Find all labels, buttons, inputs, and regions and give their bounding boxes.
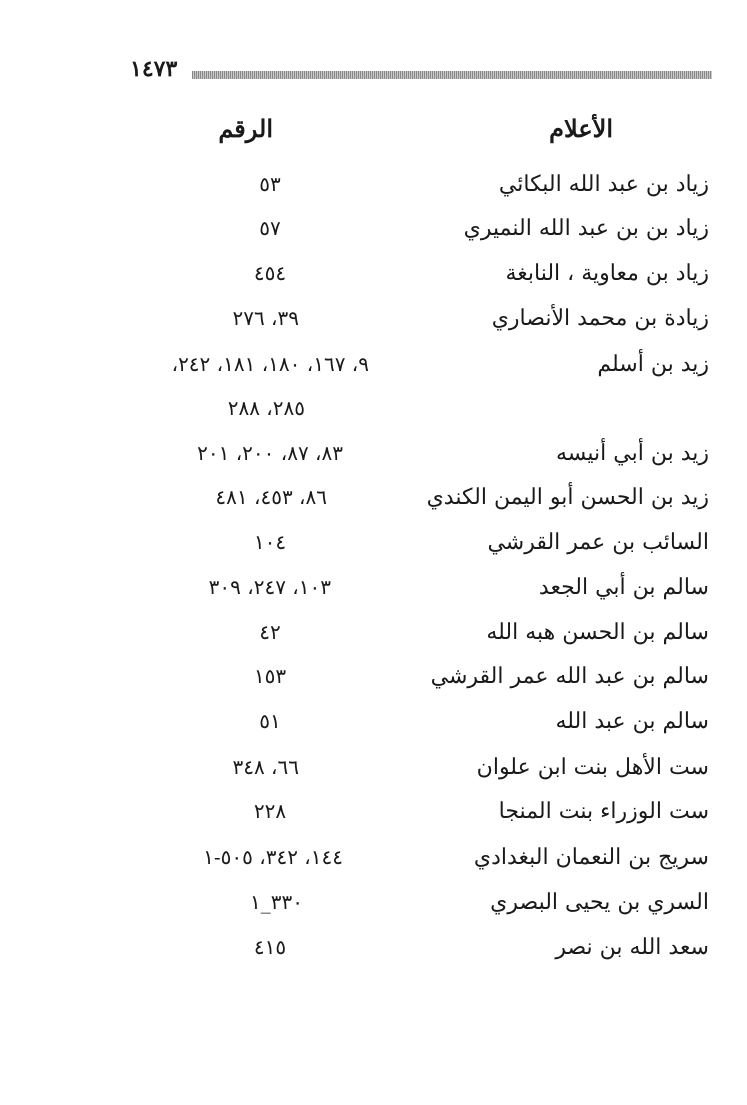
index-entry-continuation <box>0 396 747 436</box>
index-entry <box>0 485 747 525</box>
index-entry <box>0 352 747 392</box>
index-entry <box>0 935 747 975</box>
index-entry <box>0 845 747 885</box>
page-number: ١٤٧٣ <box>130 56 178 82</box>
entry-numbers: ٣٣٠_١ <box>250 890 303 914</box>
entry-numbers: ٨٦، ٤٥٣، ٤٨١ <box>215 485 327 509</box>
entry-name: سالم بن عبد الله عمر القرشي <box>430 664 709 689</box>
entry-name: زياد بن بن عبد الله النميري <box>463 216 709 241</box>
entry-numbers-continuation: ٢٨٥، ٢٨٨ <box>227 396 305 420</box>
entry-name: سريج بن النعمان البغدادي <box>473 845 709 870</box>
entry-numbers: ١٠٤ <box>253 530 287 554</box>
index-entry <box>0 575 747 615</box>
entry-numbers: ٣٩، ٢٧٦ <box>232 306 299 330</box>
entry-name: زياد بن عبد الله البكائي <box>498 172 709 197</box>
entry-name: زيد بن أبي أنيسه <box>555 441 709 466</box>
entry-numbers: ٢٢٨ <box>253 799 287 823</box>
entry-name: زيد بن الحسن أبو اليمن الكندي <box>426 485 709 510</box>
index-entry <box>0 261 747 301</box>
entry-numbers: ٥١ <box>259 709 281 733</box>
entry-numbers: ٨٣، ٨٧، ٢٠٠، ٢٠١ <box>197 441 343 465</box>
column-header-names: الأعلام <box>549 114 613 143</box>
index-entry <box>0 890 747 930</box>
index-entry <box>0 755 747 795</box>
index-entry <box>0 709 747 749</box>
entry-name: سالم بن أبي الجعد <box>538 575 709 600</box>
entry-numbers: ١٠٣، ٢٤٧، ٣٠٩ <box>208 575 331 599</box>
entry-numbers: ٥٣ <box>259 172 281 196</box>
index-entry <box>0 172 747 212</box>
entry-numbers: ١٥٣ <box>253 664 287 688</box>
index-entry <box>0 530 747 570</box>
entry-numbers: ٤٢ <box>259 620 281 644</box>
index-entry <box>0 799 747 839</box>
column-header-numbers: الرقم <box>218 114 273 143</box>
entry-name: سالم بن عبد الله <box>555 709 709 734</box>
entry-numbers: ٤٥٤ <box>253 261 287 285</box>
entry-name: سعد الله بن نصر <box>555 935 709 960</box>
entry-name: ست الأهل بنت ابن علوان <box>476 755 709 780</box>
index-entry <box>0 216 747 256</box>
entry-numbers: ٤١٥ <box>253 935 287 959</box>
entry-numbers: ١٤٤، ٣٤٢، ٥٠٥-١ <box>203 845 343 869</box>
entry-name: سالم بن الحسن هبه الله <box>486 620 709 645</box>
entry-numbers: ٥٧ <box>259 216 281 240</box>
entry-numbers: ٦٦، ٣٤٨ <box>232 755 299 779</box>
entry-name: زيادة بن محمد الأنصاري <box>491 306 709 331</box>
index-entry <box>0 620 747 660</box>
entry-name: زيد بن أسلم <box>597 352 709 377</box>
index-entry <box>0 306 747 346</box>
index-entry <box>0 664 747 704</box>
entry-name: زياد بن معاوية ، النابغة <box>505 261 709 286</box>
entry-numbers: ٩، ١٦٧، ١٨٠، ١٨١، ٢٤٢، <box>171 352 369 376</box>
entry-name: السائب بن عمر القرشي <box>487 530 709 555</box>
index-entry <box>0 441 747 481</box>
entry-name: ست الوزراء بنت المنجا <box>498 799 709 824</box>
entry-name: السري بن يحيى البصري <box>490 890 709 915</box>
